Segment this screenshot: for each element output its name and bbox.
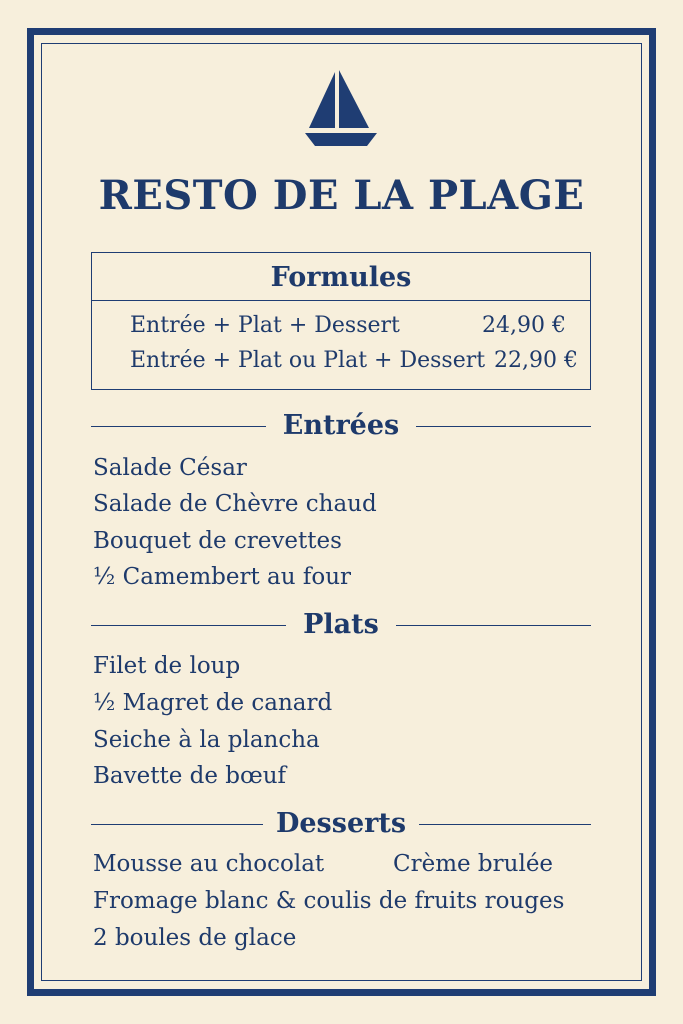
menu-item: Salade de Chèvre chaud	[93, 491, 377, 517]
section-heading-entrees	[91, 409, 591, 443]
section-title: Desserts	[275, 808, 407, 839]
formule-label: Entrée + Plat + Dessert	[130, 313, 400, 338]
heading-rule	[419, 824, 591, 825]
heading-rule	[396, 625, 591, 626]
formule-label: Entrée + Plat ou Plat + Dessert	[130, 348, 486, 373]
menu-item: Crème brulée	[393, 851, 554, 877]
menu-item: Bavette de bœuf	[93, 763, 287, 789]
restaurant-title: RESTO DE LA PLAGE	[98, 172, 585, 219]
menu-item: ½ Magret de canard	[93, 690, 333, 716]
sailboat-icon	[303, 70, 379, 150]
formule-price: 22,90 €	[494, 348, 578, 373]
section-title: Entrées	[282, 410, 400, 441]
formules-title: Formules	[270, 262, 412, 293]
menu-item: Seiche à la plancha	[93, 727, 320, 753]
menu-item: Mousse au chocolat	[93, 851, 325, 877]
menu-item: Filet de loup	[93, 653, 241, 679]
menu-item: ½ Camembert au four	[93, 564, 352, 590]
formules-box	[91, 252, 591, 390]
section-heading-plats	[91, 608, 591, 642]
menu-item: Salade César	[93, 455, 247, 481]
menu-item: Fromage blanc & coulis de fruits rouges	[93, 888, 565, 914]
heading-rule	[416, 426, 591, 427]
formules-divider	[92, 300, 590, 301]
menu-item: 2 boules de glace	[93, 925, 297, 951]
menu-item: Bouquet de crevettes	[93, 528, 342, 554]
section-heading-desserts	[91, 807, 591, 841]
section-title: Plats	[303, 609, 379, 640]
formule-price: 24,90 €	[482, 313, 566, 338]
